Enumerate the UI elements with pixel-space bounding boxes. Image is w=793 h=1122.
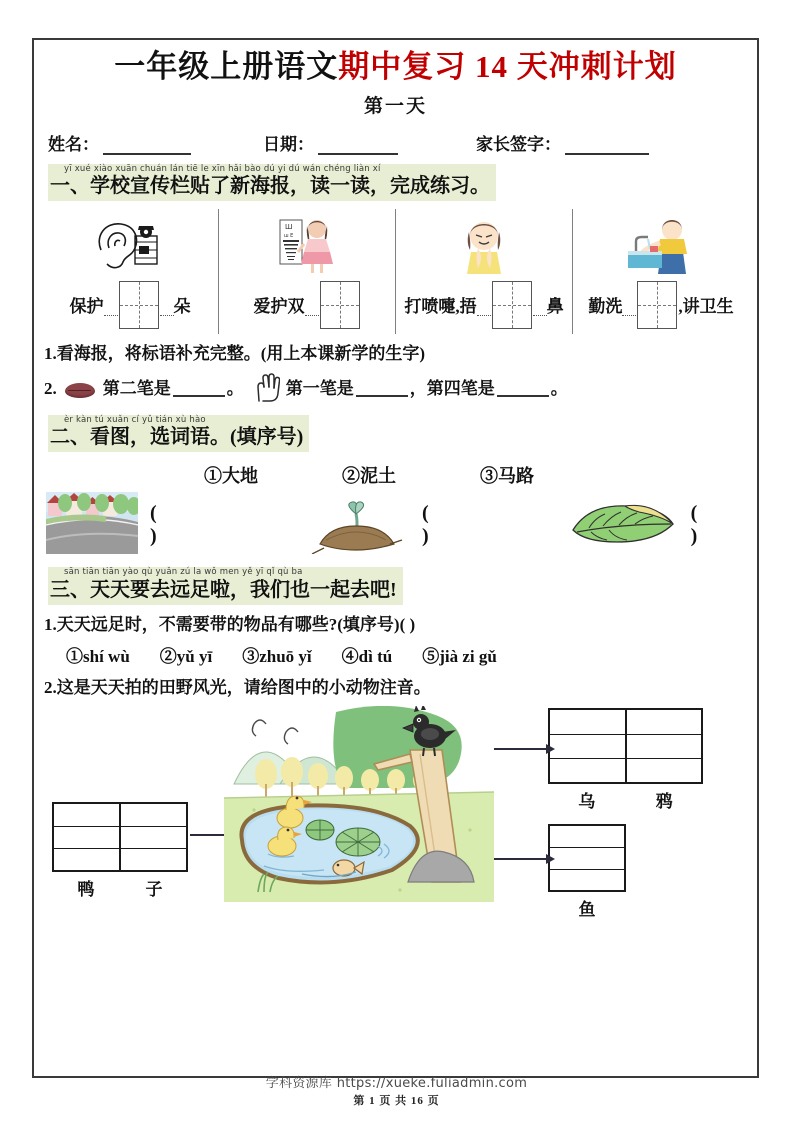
guardian-signature-blank[interactable] — [565, 138, 649, 155]
dot-connector — [622, 293, 636, 316]
answer-parenthesis-1[interactable]: ( ) — [150, 502, 179, 548]
tianzige-box-3[interactable] — [492, 281, 532, 329]
stroke-answer-blank-1[interactable] — [173, 381, 225, 397]
name-label: 姓名： — [48, 134, 99, 154]
answer-parenthesis-3[interactable]: ( ) — [690, 502, 720, 548]
tianzige-box-1[interactable] — [119, 281, 159, 329]
crow-answer-group — [548, 708, 703, 812]
fish-label — [548, 895, 626, 920]
page-title — [34, 49, 757, 85]
duck-char-1: 鸭 — [77, 880, 95, 900]
date-field[interactable] — [263, 130, 398, 155]
section-one — [34, 155, 757, 201]
name-field[interactable] — [48, 130, 191, 155]
poster-phrase-2 — [254, 276, 361, 334]
duck-pinyin-box[interactable] — [52, 802, 188, 872]
section-three-question-1-options — [34, 642, 757, 667]
stroke-answer-blank-2[interactable] — [356, 381, 408, 397]
name-blank[interactable] — [103, 138, 191, 155]
question-2-part-c: ，第四笔是 — [409, 378, 495, 398]
page-subtitle: 第一天 — [363, 95, 427, 117]
poster-cell-3 — [395, 209, 572, 334]
poster-phrase-2-before: 爱护双 — [253, 297, 305, 317]
section-three-question-1: 1.天天远足时，不需要带的物品有哪些?(填序号)( ) — [44, 614, 416, 634]
washing-hands-illustration — [620, 214, 702, 276]
dot-connector — [477, 293, 491, 316]
poster-cell-4 — [572, 209, 749, 334]
section-two-picture-row — [34, 492, 757, 558]
section-two — [34, 406, 757, 452]
crow-pinyin-box[interactable] — [548, 708, 703, 784]
poster-phrase-1-before: 保护 — [69, 297, 104, 317]
dot-connector — [160, 293, 174, 316]
section-three — [34, 558, 757, 604]
poster-exercise-row — [34, 209, 757, 334]
guardian-signature-label: 家长签字： — [476, 134, 561, 154]
duck-label — [52, 875, 188, 900]
svg-text:Ш: Ш — [285, 222, 293, 231]
crow-label — [548, 787, 703, 812]
duck-answer-group — [52, 802, 188, 900]
question-2-part-a: 第二笔是 — [102, 378, 171, 398]
poster-cell-2 — [218, 209, 395, 334]
dot-connector — [104, 293, 118, 316]
stroke-answer-blank-3[interactable] — [497, 381, 549, 397]
fish-pinyin-box[interactable] — [548, 824, 626, 892]
poster-phrase-1-after: 朵 — [173, 297, 191, 317]
pond-countryside-illustration — [224, 706, 494, 911]
poster-phrase-4-after: ,讲卫生 — [678, 297, 734, 317]
page-footer — [0, 1072, 793, 1108]
footer-url: 学科资源库 https://xueke.fuliadmin.com — [265, 1076, 528, 1091]
option-nitu[interactable]: ②泥土 — [342, 466, 396, 487]
crow-char-2: 鸦 — [655, 792, 673, 812]
ear-doctor-illustration — [91, 214, 169, 276]
poster-phrase-4 — [588, 276, 733, 334]
sneezing-girl-illustration — [445, 214, 523, 276]
poster-phrase-3-after: 鼻 — [546, 297, 564, 317]
page-title-red: 期中复习 14 天冲刺计划 — [338, 49, 677, 84]
guardian-signature-field[interactable] — [476, 130, 649, 155]
fish-answer-group — [548, 824, 626, 920]
section-three-heading: 三、天天要去远足啦，我们也一起去吧! — [50, 578, 397, 601]
section-one-header — [48, 164, 496, 201]
dot-connector — [305, 293, 319, 316]
question-2-part-c-end: 。 — [550, 378, 568, 398]
section-three-header — [48, 567, 403, 604]
section-one-question-1: 1.看海报，将标语补充完整。(用上本课新学的生字) — [44, 343, 426, 363]
section-two-options — [34, 462, 757, 488]
option-zhuoyi[interactable]: ③zhuō yǐ — [242, 647, 312, 667]
option-ditu[interactable]: ④dì tú — [341, 647, 393, 667]
svg-text:ш E: ш E — [284, 232, 294, 239]
section-two-pinyin: èr kàn tú xuǎn cí yǔ tián xù hào — [64, 414, 206, 425]
question-2-number: 2. — [44, 378, 57, 398]
page-title-black: 一年级上册语文 — [114, 49, 339, 84]
date-blank[interactable] — [318, 138, 398, 155]
section-two-header — [48, 415, 309, 452]
option-jiazigu[interactable]: ⑤jià zi gǔ — [422, 647, 497, 667]
hand-icon — [254, 373, 280, 410]
poster-phrase-1 — [70, 276, 191, 334]
fish-char-1: 鱼 — [578, 900, 596, 920]
answer-parenthesis-2[interactable]: ( ) — [421, 502, 451, 548]
eye-chart-girl-illustration — [268, 214, 346, 276]
option-malu[interactable]: ③马路 — [480, 466, 534, 487]
student-meta-row — [34, 130, 757, 155]
option-shiwu[interactable]: ①shí wù — [66, 647, 130, 667]
footer-page-number: 第 1 页 共 16 页 — [353, 1095, 440, 1107]
green-leaf-photo — [569, 494, 679, 557]
section-three-question-2: 2.这是天天拍的田野风光，请给图中的小动物注音。 — [44, 678, 431, 698]
option-yuyi[interactable]: ②yǔ yī — [159, 647, 213, 667]
section-two-heading: 二、看图，选词语。(填序号) — [50, 426, 304, 449]
sprout-in-soil-photo — [302, 492, 410, 559]
picture-slot-2 — [302, 492, 489, 559]
date-label: 日期： — [263, 134, 314, 154]
dot-connector — [533, 293, 547, 316]
worksheet-page — [32, 38, 759, 1078]
poster-phrase-4-before: 勤洗 — [588, 297, 623, 317]
section-one-heading: 一、学校宣传栏贴了新海报，读一读，完成练习。 — [50, 174, 490, 197]
poster-phrase-3-before: 打喷嚏,捂 — [404, 297, 477, 317]
section-three-pinyin: sān tiān tiān yào qù yuǎn zú la wǒ men yě yī qǐ qù ba — [64, 567, 303, 578]
village-road-photo — [46, 492, 138, 559]
poster-cell-1 — [42, 209, 218, 334]
picture-slot-3 — [569, 494, 757, 557]
arrow-to-crow-box — [494, 748, 546, 750]
duck-char-2: 子 — [145, 880, 163, 900]
crow-char-1: 乌 — [578, 792, 596, 812]
tianzige-box-2[interactable] — [320, 281, 360, 329]
lips-icon — [65, 383, 95, 398]
picture-slot-1 — [46, 492, 218, 559]
poster-phrase-3 — [404, 276, 563, 334]
tianzige-box-4[interactable] — [637, 281, 677, 329]
section-one-pinyin: yī xué xiào xuān chuán lán tiē le xīn hǎi bào dú yi dú wán chéng liàn xí — [64, 163, 381, 174]
option-dadi[interactable]: ①大地 — [204, 466, 258, 487]
scene-area — [34, 706, 757, 921]
section-one-question-2 — [34, 373, 757, 406]
question-2-part-b: 第一笔是 — [285, 378, 354, 398]
question-2-part-a-end: 。 — [226, 378, 244, 398]
